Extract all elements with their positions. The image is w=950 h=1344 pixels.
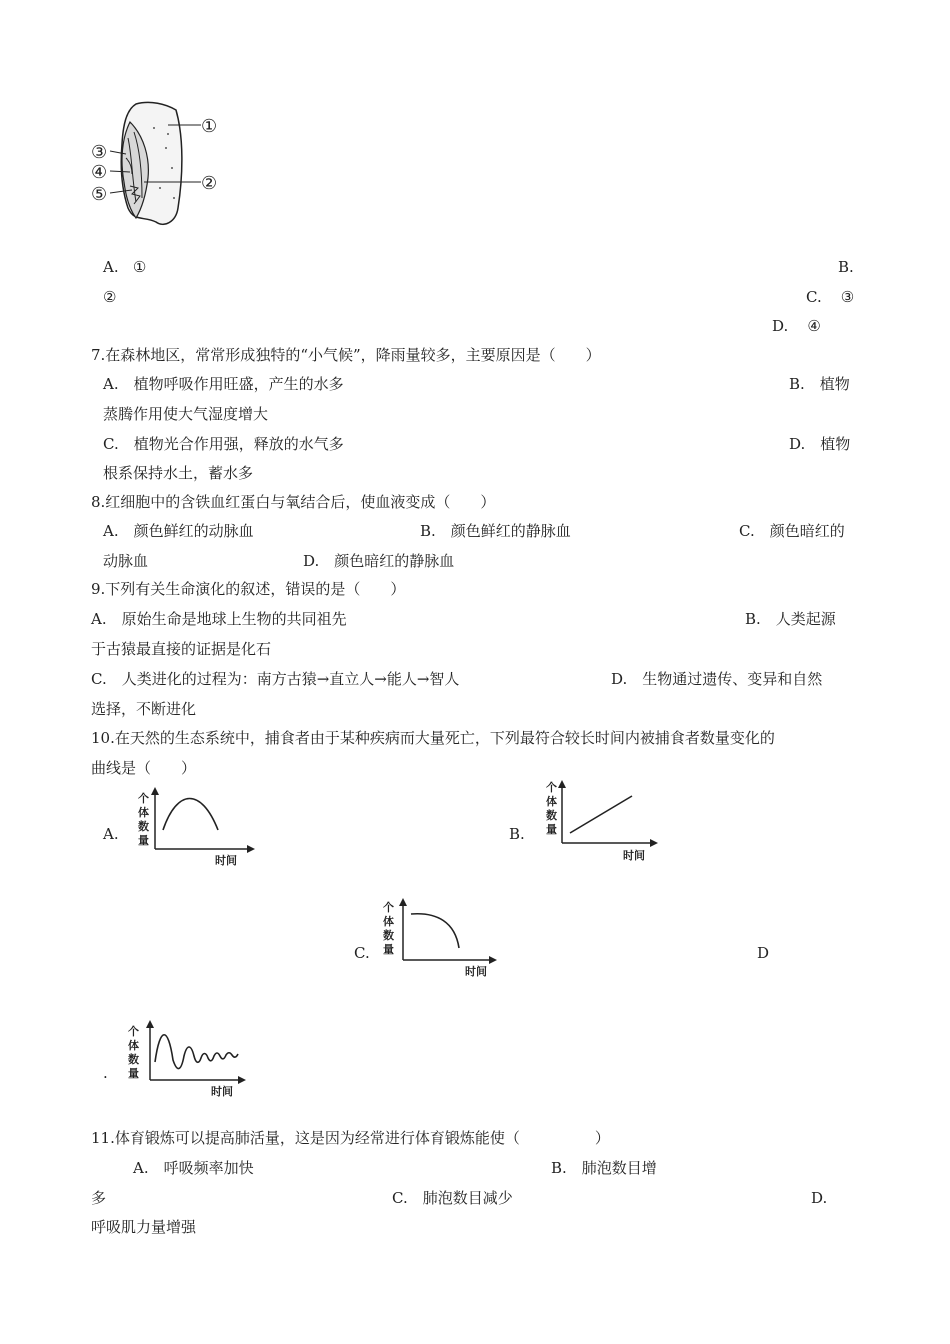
option-letter: A. [103, 258, 119, 276]
y-axis-label-3: 数 [128, 1053, 139, 1066]
q7-option-d[interactable]: D. 植物 [789, 435, 851, 453]
q9-option-b[interactable]: B. 人类起源 [745, 610, 836, 628]
q10-option-c-letter[interactable]: C. [354, 944, 370, 962]
q6-option-b-text: ② [103, 288, 117, 306]
y-axis-label-2: 体 [138, 806, 149, 819]
figure-label-5: ⑤ [91, 184, 108, 205]
q6-option-b-letter[interactable]: B. [838, 258, 854, 276]
y-axis-label-3: 数 [546, 809, 557, 822]
q11-option-c[interactable]: C. 肺泡数目减少 [392, 1189, 513, 1207]
curve-rise-fall [163, 798, 218, 830]
q10-graph-b[interactable] [540, 776, 670, 866]
q7-option-a[interactable]: A. 植物呼吸作用旺盛，产生的水多 [103, 375, 344, 393]
option-letter: D. [772, 317, 789, 335]
q7-option-b[interactable]: B. 植物 [789, 375, 850, 393]
q8-option-d[interactable]: D. 颜色暗红的静脉血 [303, 552, 455, 570]
y-axis-label-4: 量 [128, 1067, 139, 1080]
graph-d-plot [122, 1018, 252, 1103]
q8-option-a[interactable]: A. 颜色鲜红的动脉血 [103, 522, 254, 540]
seed-diagram [88, 98, 223, 233]
q10-graph-a[interactable] [127, 787, 257, 872]
q9-stem: 9.下列有关生命演化的叙述，错误的是（ ） [91, 580, 406, 598]
q8-option-c[interactable]: C. 颜色暗红的 [739, 522, 845, 540]
q10-option-a-letter[interactable]: A. [103, 825, 119, 843]
q9-option-c[interactable]: C. 人类进化的过程为：南方古猿→直立人→能人→智人 [91, 670, 460, 688]
x-axis-label: 时间 [215, 854, 237, 867]
y-axis-label-4: 量 [383, 943, 394, 956]
option-letter: C. [806, 288, 822, 306]
q11-option-d-cont: 呼吸肌力量增强 [91, 1218, 197, 1236]
y-axis-label-3: 数 [138, 820, 149, 833]
y-axis-label-2: 体 [383, 915, 394, 928]
q10-option-d-dot: . [103, 1064, 108, 1082]
q10-graph-d[interactable] [122, 1018, 252, 1103]
y-axis-label-1: 个 [383, 901, 394, 914]
q11-option-b-cont: 多 [91, 1189, 107, 1207]
curve-linear-rise [570, 796, 632, 833]
y-axis-label-3: 数 [383, 929, 394, 942]
q8-option-b[interactable]: B. 颜色鲜红的静脉血 [420, 522, 571, 540]
y-axis-label-1: 个 [128, 1025, 139, 1038]
q9-option-d-cont: 选择，不断进化 [91, 700, 197, 718]
q9-option-d[interactable]: D. 生物通过遗传、变异和自然 [611, 670, 823, 688]
curve-oscillating [155, 1035, 238, 1069]
q8-option-c-cont: 动脉血 [103, 552, 149, 570]
figure-label-1: ① [201, 116, 218, 137]
q10-option-d-letter[interactable]: D [757, 944, 770, 962]
q9-option-a[interactable]: A. 原始生命是地球上生物的共同祖先 [91, 610, 347, 628]
x-axis-label: 时间 [623, 849, 645, 862]
q11-option-b[interactable]: B. 肺泡数目增 [551, 1159, 657, 1177]
q10-stem: 10.在天然的生态系统中，捕食者由于某种疾病而大量死亡，下列最符合较长时间内被捕食者数量变化的 [91, 729, 775, 747]
q10-stem-cont: 曲线是（ ） [91, 759, 197, 777]
graph-b-plot [540, 776, 670, 866]
graph-c-plot [377, 898, 507, 983]
option-text: ③ [840, 288, 855, 306]
y-axis-label-4: 量 [546, 823, 557, 836]
y-axis-label-1: 个 [138, 792, 149, 805]
y-axis-label-4: 量 [138, 834, 149, 847]
x-axis-label: 时间 [211, 1085, 233, 1098]
q11-option-d[interactable]: D. [811, 1189, 828, 1207]
y-axis-label-2: 体 [546, 795, 557, 808]
q6-option-a[interactable] [103, 257, 146, 277]
option-text: ① [132, 258, 147, 276]
y-axis-label-1: 个 [546, 781, 557, 794]
x-axis-label: 时间 [465, 965, 487, 978]
q7-option-c[interactable]: C. 植物光合作用强，释放的水气多 [103, 435, 344, 453]
figure-label-3: ③ [91, 142, 108, 163]
q6-option-c[interactable] [806, 287, 854, 307]
option-text: ④ [807, 317, 821, 335]
q10-option-b-letter[interactable]: B. [509, 825, 525, 843]
graph-a-plot [127, 787, 257, 872]
q11-option-a[interactable]: A. 呼吸频率加快 [133, 1159, 254, 1177]
q10-graph-c[interactable] [377, 898, 507, 983]
q11-stem: 11.体育锻炼可以提高肺活量，这是因为经常进行体育锻炼能使（ ） [91, 1129, 610, 1147]
q7-option-b-cont: 蒸腾作用使大气湿度增大 [103, 405, 269, 423]
q9-option-b-cont: 于古猿最直接的证据是化石 [91, 640, 272, 658]
q8-stem: 8.红细胞中的含铁血红蛋白与氧结合后，使血液变成（ ） [91, 493, 496, 511]
q6-option-d[interactable] [772, 316, 821, 336]
curve-decline [411, 914, 459, 948]
figure-label-2: ② [201, 173, 218, 194]
figure-label-4: ④ [91, 162, 108, 183]
y-axis-label-2: 体 [128, 1039, 139, 1052]
q7-option-d-cont: 根系保持水土，蓄水多 [103, 464, 254, 482]
q7-stem: 7.在森林地区，常常形成独特的“小气候”，降雨量较多，主要原因是（ ） [91, 346, 601, 364]
